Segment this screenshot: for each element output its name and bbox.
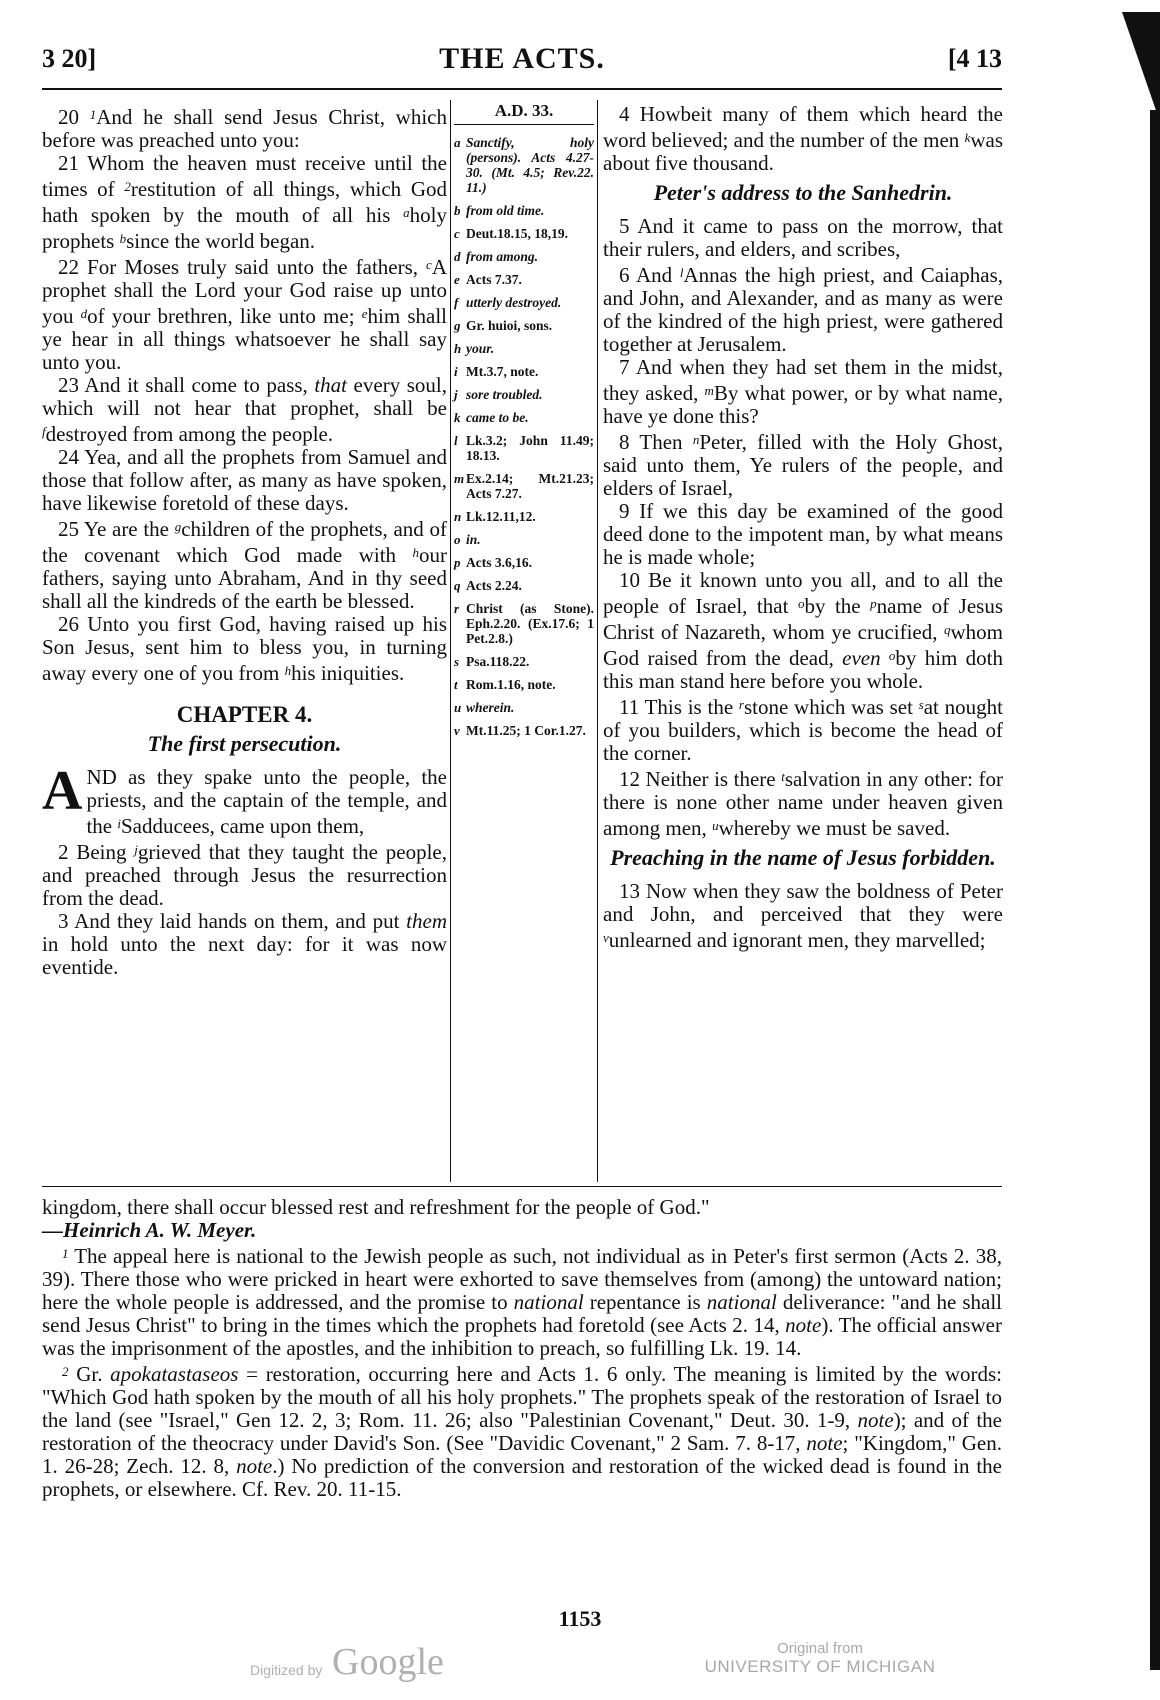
running-head-title: THE ACTS. [439, 42, 605, 75]
margin-note: n Lk.12.11,12. [454, 509, 536, 524]
header-rule [42, 88, 1002, 90]
verse-3-20: 20 $^1$And he shall send Jesus Christ, which before was preached unto you: [42, 105, 447, 152]
margin-date: A.D. 33. [454, 103, 594, 125]
verse-4-8: 8 Then $^n$Peter, filled with the Holy Ghost, said unto them, Ye rulers of the people, and elders of Israel, [603, 430, 1003, 500]
margin-note: r Christ (as Stone). Eph.2.20. (Ex.17.6; 1 Pet.2.8.) [454, 601, 594, 646]
footnote-rule [42, 1186, 1002, 1187]
margin-note: m Ex.2.14; Mt.21.23; Acts 7.27. [454, 471, 594, 501]
margin-note: i Mt.3.7, note. [454, 364, 539, 379]
digitized-by-label: Digitized by [250, 1662, 323, 1678]
verse-3-24: 24 Yea, and all the prophets from Samuel and those that follow after, as many as have spoken, have likewise foretold of these days. [42, 445, 447, 515]
margin-note: p Acts 3.6,16. [454, 555, 532, 570]
original-from-watermark [700, 1640, 940, 1677]
section-heading-address: Peter's address to the Sanhedrin. [653, 180, 953, 205]
margin-note: h your. [454, 341, 495, 356]
footnotes [42, 1196, 1002, 1501]
margin-note: e Acts 7.37. [454, 272, 522, 287]
margin-note: o in. [454, 532, 481, 547]
footnote-continuation: kingdom, there shall occur blessed rest and refreshment for the people of God." [42, 1195, 710, 1219]
verse-4-11: 11 This is the $^r$stone which was set $^s$at nought of you builders, which is become the head of the corner. [603, 695, 1003, 765]
footnote-attribution: —Heinrich A. W. Meyer. [42, 1218, 257, 1242]
page-spine-edge [1150, 110, 1160, 1670]
margin-references-column [454, 103, 594, 746]
margin-note: f utterly destroyed. [454, 295, 562, 310]
footnote-1: $^1$ The appeal here is national to the Jewish people as such, not individual as in Peter's first sermon (Acts 2. 38, 39). There those who were pricked in heart were exhorted to save themselves from (among) the untoward nation; here the whole people is addressed, and the promise to national repentance is national deliverance: "and he shall send Jesus Christ" to bring in the times which the prophets had foretold (see Acts 2. 14, note). The official answer was the imprisonment of the apostles, and the inhibition to preach, so fulfilling Lk. 19. 14. [42, 1244, 1002, 1360]
margin-note: k came to be. [454, 410, 529, 425]
drop-cap: A [42, 760, 83, 822]
margin-note: a Sanctify, holy (persons). Acts 4.27-30. (Mt. 4.5; Rev.22. 11.) [454, 135, 594, 195]
page-corner-fold [1122, 12, 1160, 122]
verse-3-21: 21 Whom the heaven must receive until the times of $^2$restitution of all things, which God hath spoken by the mouth of all his $^a$holy prophets $^b$since the world began. [42, 151, 447, 253]
margin-note: v Mt.11.25; 1 Cor.1.27. [454, 723, 586, 738]
verse-4-13: 13 Now when they saw the boldness of Peter and John, and perceived that they were $^v$unlearned and ignorant men, they marvelled; [603, 879, 1003, 952]
verse-4-12: 12 Neither is there $^t$salvation in any other: for there is none other name under heaven given among men, $^u$whereby we must be saved. [603, 767, 1003, 840]
verse-4-3: 3 And they laid hands on them, and put them in hold unto the next day: for it was now eventide. [42, 909, 447, 979]
section-heading-persecution: The first persecution. [147, 731, 342, 756]
verse-4-6: 6 And $^l$Annas the high priest, and Caiaphas, and John, and Alexander, and as many as were of the kindred of the high priest, were gathered together at Jerusalem. [603, 263, 1003, 356]
verse-4-5: 5 And it came to pass on the morrow, that their rulers, and elders, and scribes, [603, 214, 1003, 261]
chapter-heading: CHAPTER 4. [176, 702, 313, 727]
verse-4-7: 7 And when they had set them in the midst, they asked, $^m$By what power, or by what name, have ye done this? [603, 355, 1003, 428]
verse-4-10: 10 Be it known unto you all, and to all the people of Israel, that $^o$by the $^p$name of Jesus Christ of Nazareth, whom ye crucified, $^q$whom God raised from the dead, even $^o$by him doth this man stand here before you whole. [603, 568, 1003, 693]
verse-4-1: AND as they spake unto the people, the priests, and the captain of the temple, and the $^i$Sadducees, came upon them, [42, 760, 447, 838]
running-head-left: 3 20] [42, 44, 97, 73]
margin-note: q Acts 2.24. [454, 578, 522, 593]
verse-3-26: 26 Unto you first God, having raised up his Son Jesus, sent him to bless you, in turning away every one of you from $^h$his iniquities. [42, 612, 447, 685]
university-label: UNIVERSITY OF MICHIGAN [704, 1657, 936, 1676]
verse-4-9: 9 If we this day be examined of the good deed done to the impotent man, by what means he is made whole; [603, 499, 1003, 569]
footnote-2: $^2$ Gr. apokatastaseos = restoration, occurring here and Acts 1. 6 only. The meaning is limited by the words: "Which God hath spoken by the mouth of all his holy prophets." The prophets speak of the restoration of Israel to the land (see "Israel," Gen 12. 2, 3; Rom. 11. 26; also "Palestinian Covenant," Deut. 30. 1-9, note); and of the restoration of the theocracy under David's Son. (See "Davidic Covenant," 2 Sam. 7. 8-17, note; "Kingdom," Gen. 1. 26-28; Zech. 12. 8, note.) No prediction of the conversion and restoration of the wicked dead is found in the prophets, or elsewhere. Cf. Rev. 20. 11-15. [42, 1362, 1003, 1501]
column-rule-right [597, 100, 598, 1182]
running-head-right: [4 13 [947, 44, 1002, 73]
verse-4-4: 4 Howbeit many of them which heard the word believed; and the number of the men $^k$was about five thousand. [603, 102, 1004, 175]
verse-3-25: 25 Ye are the $^g$children of the prophets, and of the covenant which God made with $^h$our fathers, saying unto Abraham, And in thy seed shall all the kindreds of the earth be blessed. [42, 517, 447, 613]
verse-3-23: 23 And it shall come to pass, that every soul, which will not hear that prophet, shall be $^f$destroyed from among the people. [42, 373, 447, 446]
margin-note: g Gr. huioi, sons. [454, 318, 553, 333]
running-head [42, 40, 1002, 76]
verse-4-2: 2 Being $^j$grieved that they taught the people, and preached through Jesus the resurrection from the dead. [42, 840, 447, 910]
section-heading-preaching: Preaching in the name of Jesus forbidden. [610, 845, 996, 870]
column-rule-left [450, 100, 451, 1182]
google-logo: Google [332, 1641, 444, 1683]
margin-note: j sore troubled. [454, 387, 543, 402]
margin-note: t Rom.1.16, note. [454, 677, 556, 692]
verse-3-22: 22 For Moses truly said unto the fathers, $^c$A prophet shall the Lord your God raise up unto you $^d$of your brethren, like unto me; $^e$him shall ye hear in all things whatsoever he shall say unto you. [42, 255, 448, 374]
margin-note: b from old time. [454, 203, 545, 218]
right-text-column [603, 103, 1003, 952]
margin-note: c Deut.18.15, 18,19. [454, 226, 568, 241]
margin-note: s Psa.118.22. [454, 654, 530, 669]
page-number: 1153 [558, 1606, 602, 1631]
left-text-column [42, 103, 447, 979]
original-from-label: Original from [777, 1640, 863, 1657]
margin-note: l Lk.3.2; John 11.49; 18.13. [454, 433, 594, 463]
margin-note: d from among. [454, 249, 539, 264]
margin-note: u wherein. [454, 700, 515, 715]
